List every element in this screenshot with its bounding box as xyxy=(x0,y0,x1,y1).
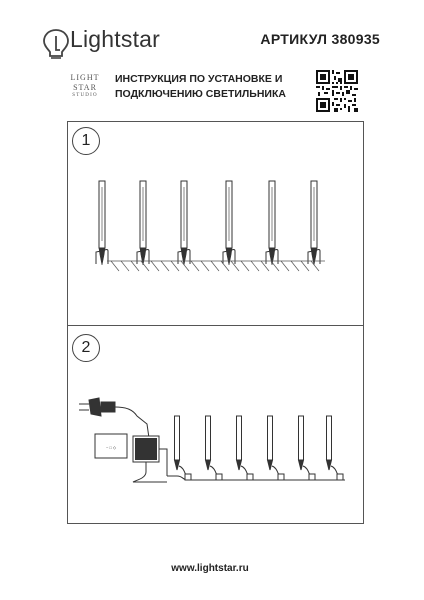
qr-code-icon[interactable] xyxy=(316,70,358,112)
instruction-title-line1: ИНСТРУКЦИЯ ПО УСТАНОВКЕ И xyxy=(115,73,283,85)
step-1-illustration xyxy=(67,121,364,326)
transformer-symbols: ~ □ ◇ xyxy=(105,445,117,450)
step-2-illustration xyxy=(67,326,364,524)
article-number: АРТИКУЛ 380935 xyxy=(260,31,380,47)
instruction-title-line2: ПОДКЛЮЧЕНИЮ СВЕТИЛЬНИКА xyxy=(115,88,286,100)
logo-wordmark: Lightstar xyxy=(70,26,161,52)
brand-mark-line1: LIGHT xyxy=(70,73,100,82)
website-link[interactable]: www.lightstar.ru xyxy=(171,563,249,574)
step-1-number: 1 xyxy=(72,127,100,155)
brand-mark-line3: STUDIO xyxy=(72,93,98,98)
instruction-title xyxy=(115,72,315,102)
step-2-number: 2 xyxy=(72,334,100,362)
brand-mark-line2: STAR xyxy=(73,83,97,92)
